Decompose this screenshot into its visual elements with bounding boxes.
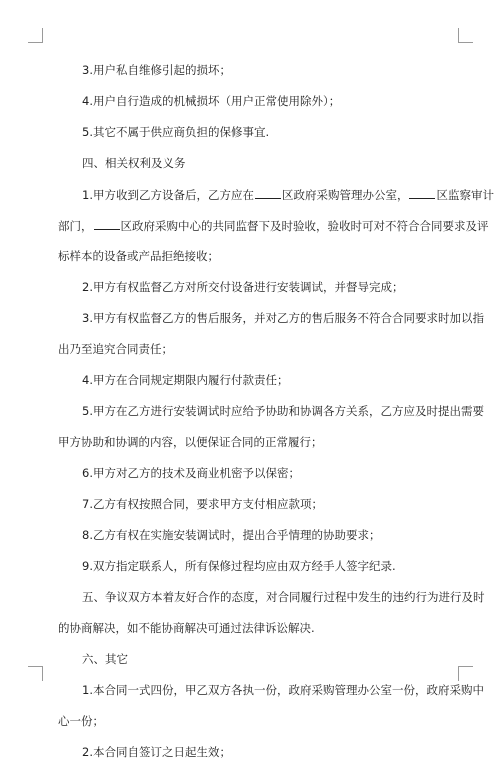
clause-5-line-2: 甲方协助和协调的内容，以便保证合同的正常履行； bbox=[58, 435, 323, 449]
clause-4-text: 4.甲方在合同规定期限内履行付款责任； bbox=[82, 373, 289, 387]
clause-9-text: 9.双方指定联系人，所有保修过程均应由双方经手人签字纪录. bbox=[82, 559, 396, 573]
fill-blank bbox=[255, 188, 281, 199]
other-clause-2-text: 2.本合同自签订之日起生效； bbox=[82, 745, 231, 759]
other-clause-1-line-1: 1.本合同一式四份，甲乙双方各执一份，政府采购管理办公室一份，政府采购中 bbox=[82, 683, 484, 697]
clause-1-line-3: 标样本的设备或产品拒绝接收； bbox=[58, 249, 219, 263]
clause-7-text: 7.乙方有权按照合同，要求甲方支付相应款项； bbox=[82, 497, 323, 511]
crop-mark-top-right bbox=[458, 28, 473, 43]
clause-3-line-1: 3.甲方有权监督乙方的售后服务，并对乙方的售后服务不符合合同要求时加以指 bbox=[82, 311, 484, 325]
clause-1-line-1: 1.甲方收到乙方设备后，乙方应在 区政府采购管理办公室， 区监察审计 bbox=[82, 188, 494, 202]
clause-1-line-2: 部门， 区政府采购中心的共同监督下及时验收，验收时可对不符合合同要求及评 bbox=[58, 219, 489, 233]
crop-mark-bottom-left bbox=[28, 666, 43, 681]
clause-8-text: 8.乙方有权在实施安装调试时，提出合乎情理的协助要求； bbox=[82, 528, 381, 542]
crop-mark-bottom-right bbox=[458, 666, 473, 681]
fill-blank bbox=[409, 188, 435, 199]
clause-5-line-1: 5.甲方在乙方进行安装调试时应给予协助和协调各方关系，乙方应及时提出需要 bbox=[82, 404, 484, 418]
section-heading-other: 六、其它 bbox=[82, 652, 128, 666]
crop-mark-top-left bbox=[28, 28, 43, 43]
fill-blank bbox=[94, 219, 120, 230]
item-3-text: 3.用户私自维修引起的损坏； bbox=[82, 63, 231, 77]
item-5-text: 5.其它不属于供应商负担的保修事宜. bbox=[82, 125, 270, 139]
section-dispute-line-2: 的协商解决，如不能协商解决可通过法律诉讼解决. bbox=[58, 621, 315, 635]
item-4-text: 4.用户自行造成的机械损坏（用户正常使用除外）； bbox=[82, 94, 341, 108]
clause-2-text: 2.甲方有权监督乙方对所交付设备进行安装调试，并督导完成； bbox=[82, 280, 404, 294]
clause-6-text: 6.甲方对乙方的技术及商业机密予以保密； bbox=[82, 466, 300, 480]
section-dispute-line-1: 五、争议双方本着友好合作的态度，对合同履行过程中发生的违约行为进行及时 bbox=[82, 590, 485, 604]
other-clause-1-line-2: 心一份； bbox=[58, 714, 104, 728]
clause-3-line-2: 出乃至追究合同责任； bbox=[58, 342, 173, 356]
section-heading-rights: 四、相关权利及义务 bbox=[82, 156, 186, 170]
